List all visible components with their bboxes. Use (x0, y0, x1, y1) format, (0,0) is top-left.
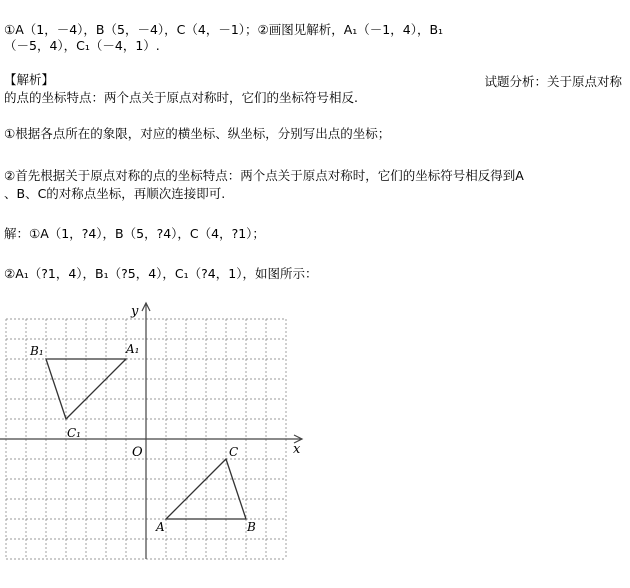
axes (0, 303, 302, 559)
analysis-step-2a: ②首先根据关于原点对称的点的坐标特点：两个点关于原点对称时，它们的坐标符号相反得到A (4, 168, 524, 183)
label-A: A (156, 520, 165, 534)
answer-line-1: ①A（1，－4），B（5，－4），C（4，－1）；②画图见解析，A₁（－1，4），B₁ (4, 22, 444, 37)
label-B: B (247, 520, 256, 534)
origin-label: O (132, 445, 143, 460)
answer-line-2: （－5，4），C₁（－4，1）. (4, 38, 160, 53)
axis-y-label: y (131, 304, 139, 319)
point-labels (29, 304, 301, 534)
analysis-step-2b: 、B、C的对称点坐标，再顺次连接即可. (4, 186, 226, 201)
coordinate-figure (0, 300, 310, 585)
solution-line-2: ②A₁（?1，4），B₁（?5，4），C₁（?4，1），如图所示： (4, 266, 318, 281)
analysis-intro-right: 试题分析：关于原点对称 (484, 74, 622, 89)
axis-x-label: x (293, 442, 301, 457)
label-C: C (229, 445, 239, 459)
solution-line-1: 解：①A（1，?4），B（5，?4），C（4，?1）； (4, 226, 265, 241)
label-C1: C₁ (67, 426, 81, 440)
label-B1: B₁ (30, 344, 44, 358)
analysis-step-1: ①根据各点所在的象限，对应的横坐标、纵坐标，分别写出点的坐标； (4, 126, 391, 141)
analysis-header: 【解析】 (4, 72, 55, 87)
label-A1: A₁ (126, 342, 140, 356)
analysis-intro-continued: 的点的坐标特点：两个点关于原点对称时，它们的坐标符号相反. (4, 90, 358, 105)
